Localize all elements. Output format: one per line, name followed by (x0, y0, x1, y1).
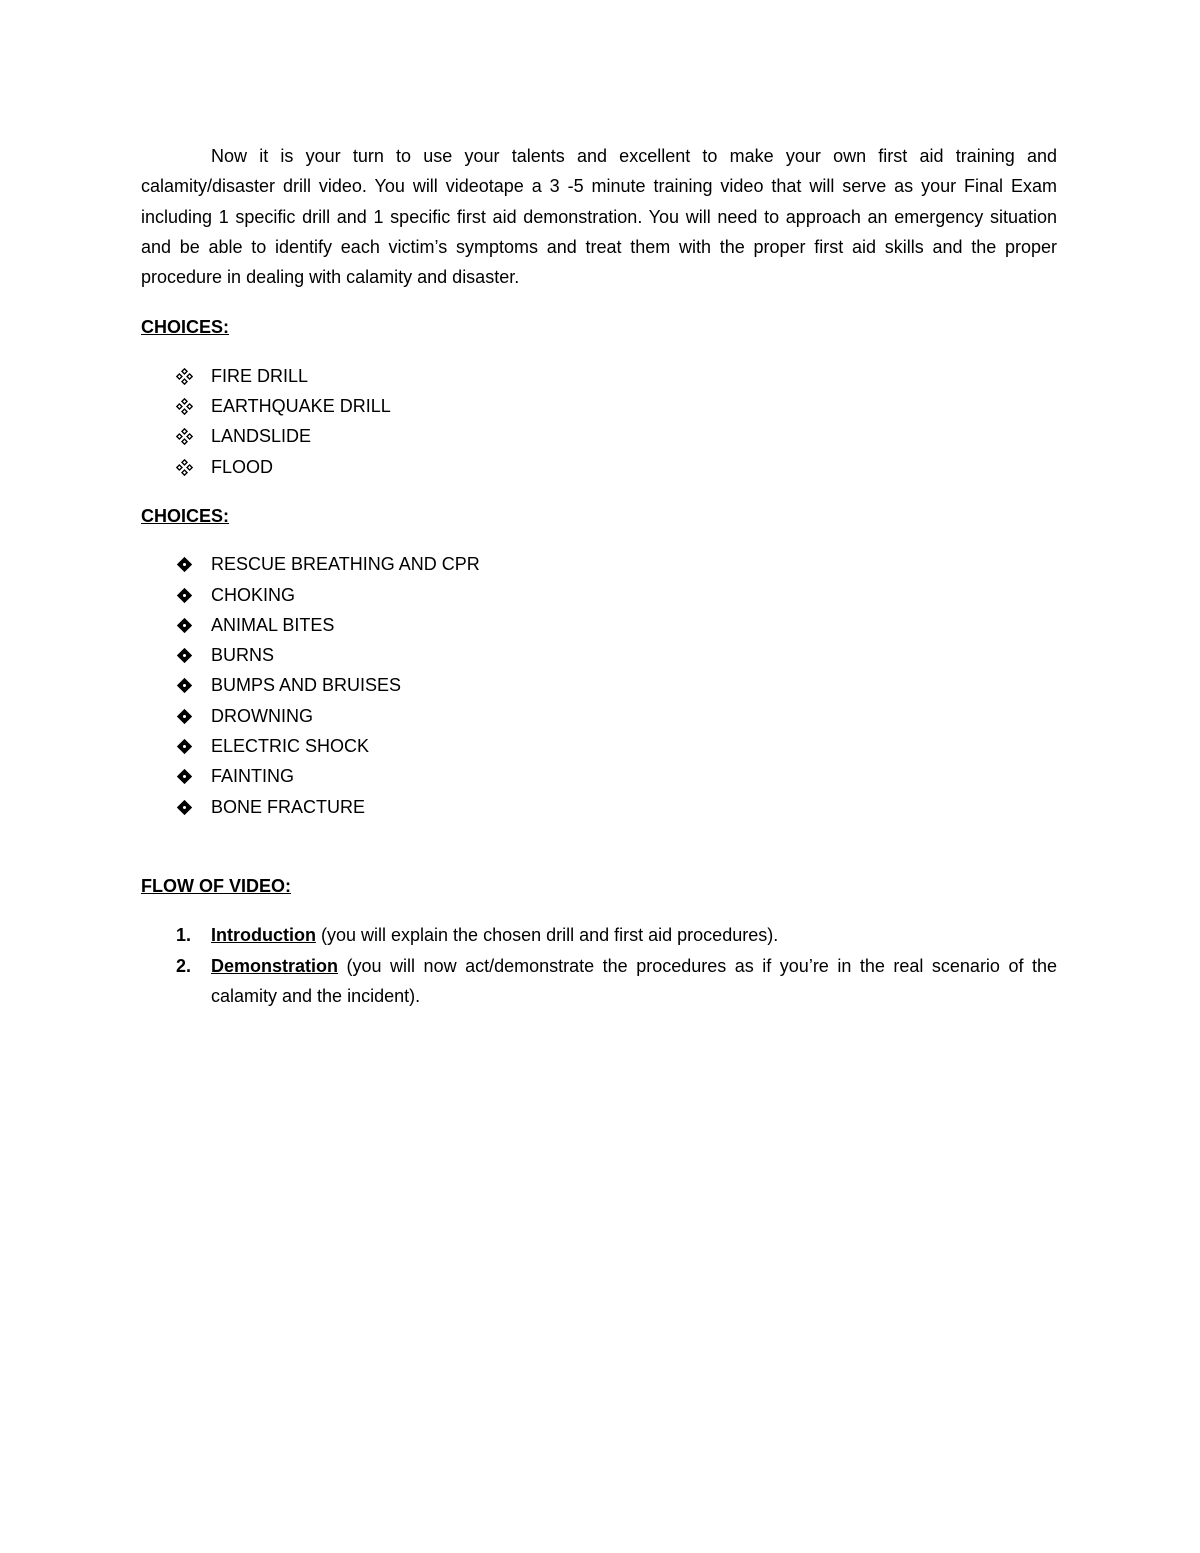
list-item-label: FAINTING (211, 766, 295, 787)
list-item-label: ANIMAL BITES (211, 614, 335, 635)
four-diamond-star-icon (176, 459, 193, 476)
four-diamond-star-icon (176, 428, 193, 445)
list-item-label: BUMPS AND BRUISES (211, 675, 402, 696)
diamond-bullet-icon (176, 708, 193, 725)
intro-paragraph: Now it is your turn to use your talents and excellent to make your own first aid training and calamity/disaster drill video. You will videotape a 3 -5 minute training video that will serve as your Final Exam including 1 specific drill and 1 specific first aid demonstration. You will need to approach an emergency situation and be able to identify each victim’s symptoms and treat them with the proper first aid skills and the proper procedure in dealing with calamity and disaster. (141, 146, 1057, 288)
step-description: (you will explain the chosen drill and first aid procedures). (315, 925, 779, 946)
diamond-bullet-icon (176, 556, 193, 573)
list-item-label: FLOOD (211, 456, 274, 477)
drill-choices-heading: CHOICES: (141, 317, 230, 338)
list-item (141, 670, 1057, 700)
list-item (141, 610, 1057, 640)
list-item (141, 792, 1057, 822)
list-item (141, 421, 1057, 451)
list-item-label: RESCUE BREATHING AND CPR (211, 554, 480, 575)
step-number: 2. (176, 955, 192, 976)
diamond-bullet-icon (176, 617, 193, 634)
step-term: Demonstration (211, 955, 339, 976)
drill-choices-list (141, 361, 1057, 482)
list-item-label: LANDSLIDE (211, 426, 312, 447)
four-diamond-star-icon (176, 398, 193, 415)
list-item-label: BURNS (211, 645, 275, 666)
flow-step (141, 920, 1057, 950)
diamond-bullet-icon (176, 738, 193, 755)
diamond-bullet-icon (176, 799, 193, 816)
four-diamond-star-icon (176, 368, 193, 385)
list-item-label: BONE FRACTURE (211, 796, 366, 817)
step-term: Introduction (211, 925, 316, 946)
first-aid-choices-list (141, 549, 1057, 822)
first-aid-choices-heading: CHOICES: (141, 505, 230, 526)
diamond-bullet-icon (176, 677, 193, 694)
list-item (141, 701, 1057, 731)
list-item-label: CHOKING (211, 584, 296, 605)
step-description: (you will now act/demonstrate the procedures as if you’re in the real scenario of the calamity and the incident). (211, 955, 1057, 1006)
list-item (141, 452, 1057, 482)
diamond-bullet-icon (176, 647, 193, 664)
list-item (141, 640, 1057, 670)
list-item-label: EARTHQUAKE DRILL (211, 396, 391, 417)
list-item (141, 761, 1057, 791)
list-item (141, 361, 1057, 391)
document-body (141, 141, 1057, 1011)
list-item-label: ELECTRIC SHOCK (211, 736, 370, 757)
flow-steps-list (141, 920, 1057, 1011)
flow-of-video-heading: FLOW OF VIDEO: (141, 875, 291, 896)
list-item (141, 731, 1057, 761)
step-number: 1. (176, 925, 192, 946)
list-item-label: DROWNING (211, 705, 313, 726)
list-item (141, 549, 1057, 579)
list-item (141, 580, 1057, 610)
flow-step (141, 951, 1057, 1012)
list-item-label: FIRE DRILL (211, 365, 309, 386)
diamond-bullet-icon (176, 587, 193, 604)
diamond-bullet-icon (176, 768, 193, 785)
list-item (141, 391, 1057, 421)
